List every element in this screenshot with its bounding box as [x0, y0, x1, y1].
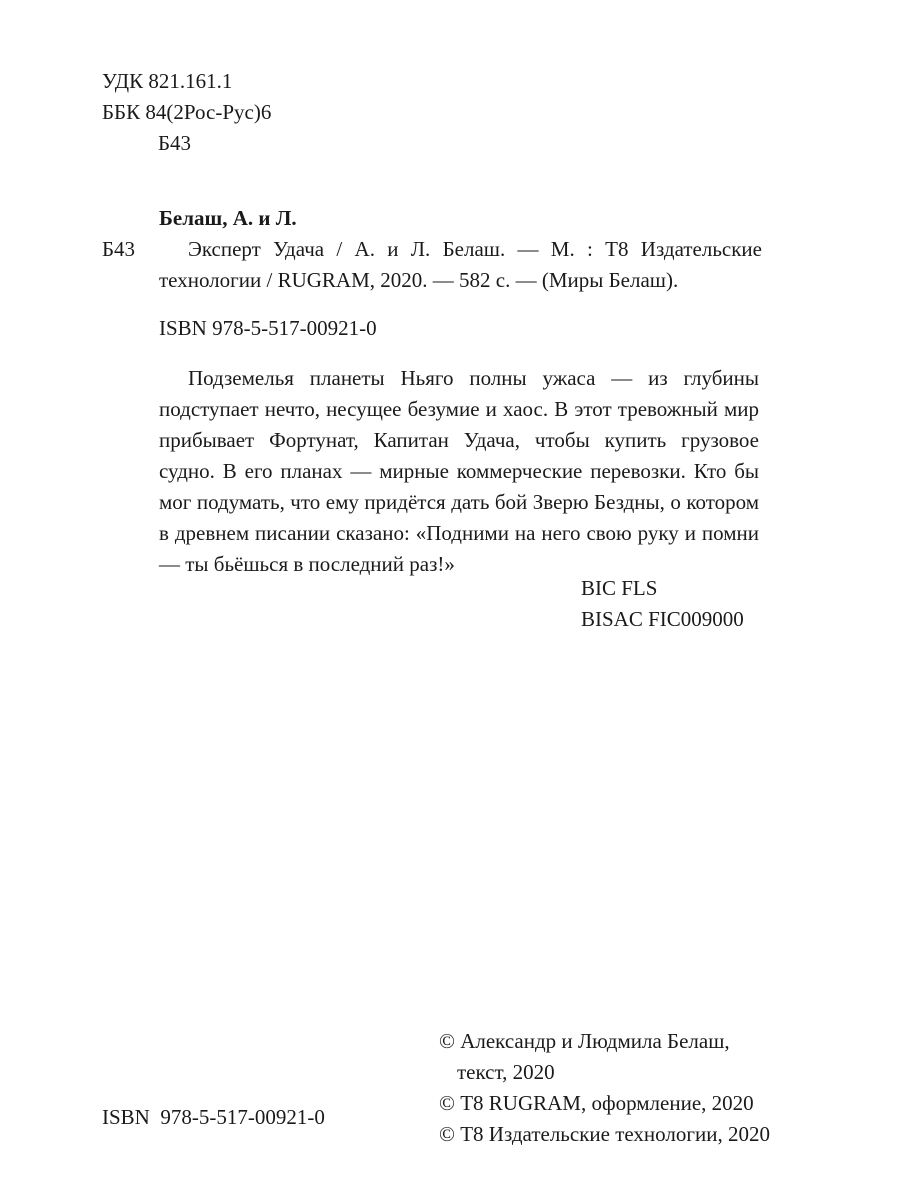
classification-codes	[102, 66, 271, 159]
bisac-code: BISAC FIC009000	[581, 607, 744, 631]
copyright-notice	[439, 1026, 770, 1150]
author-sign: Б43	[158, 131, 192, 155]
author-heading: Белаш, А. и Л.	[159, 206, 297, 230]
annotation-paragraph: Подземелья планеты Ньяго полны ужаса — из глубины подступает нечто, несущее безумие и хаос. В этот тревожный мир прибывает Фортунат, Капитан Удача, чтобы купить грузовое судно. В его планах — мирные коммерческие перевозки. Кто бы мог подумать, что ему придётся дать бой Зверю Бездны, о котором в древнем писании сказано: «Подними на него свою руку и помни — ты бьёшься в последний раз!»	[159, 366, 759, 576]
copyright-authors-cont: текст, 2020	[457, 1060, 555, 1084]
bic-code: BIC FLS	[581, 576, 658, 600]
udk-code: УДК 821.161.1	[102, 69, 233, 93]
copyright-publisher: © Т8 Издательские технологии, 2020	[439, 1122, 770, 1146]
copyright-design: © Т8 RUGRAM, оформление, 2020	[439, 1091, 754, 1115]
footer-isbn-text: ISBN 978-5-517-00921-0	[102, 1105, 325, 1129]
bibliographic-record	[102, 203, 762, 296]
footer-isbn	[102, 1102, 325, 1133]
citation	[102, 234, 762, 296]
copyright-authors: © Александр и Людмила Белаш,	[439, 1029, 730, 1053]
citation-text: Эксперт Удача / А. и Л. Белаш. — М. : Т8 Издательские технологии / RUGRAM, 2020. — 582 с. — (Миры Белаш).	[159, 237, 762, 292]
bbk-code: ББК 84(2Рос-Рус)6	[102, 100, 272, 124]
citation-code: Б43	[102, 237, 136, 261]
subject-codes	[581, 573, 744, 635]
isbn: ISBN 978-5-517-00921-0	[159, 316, 377, 340]
